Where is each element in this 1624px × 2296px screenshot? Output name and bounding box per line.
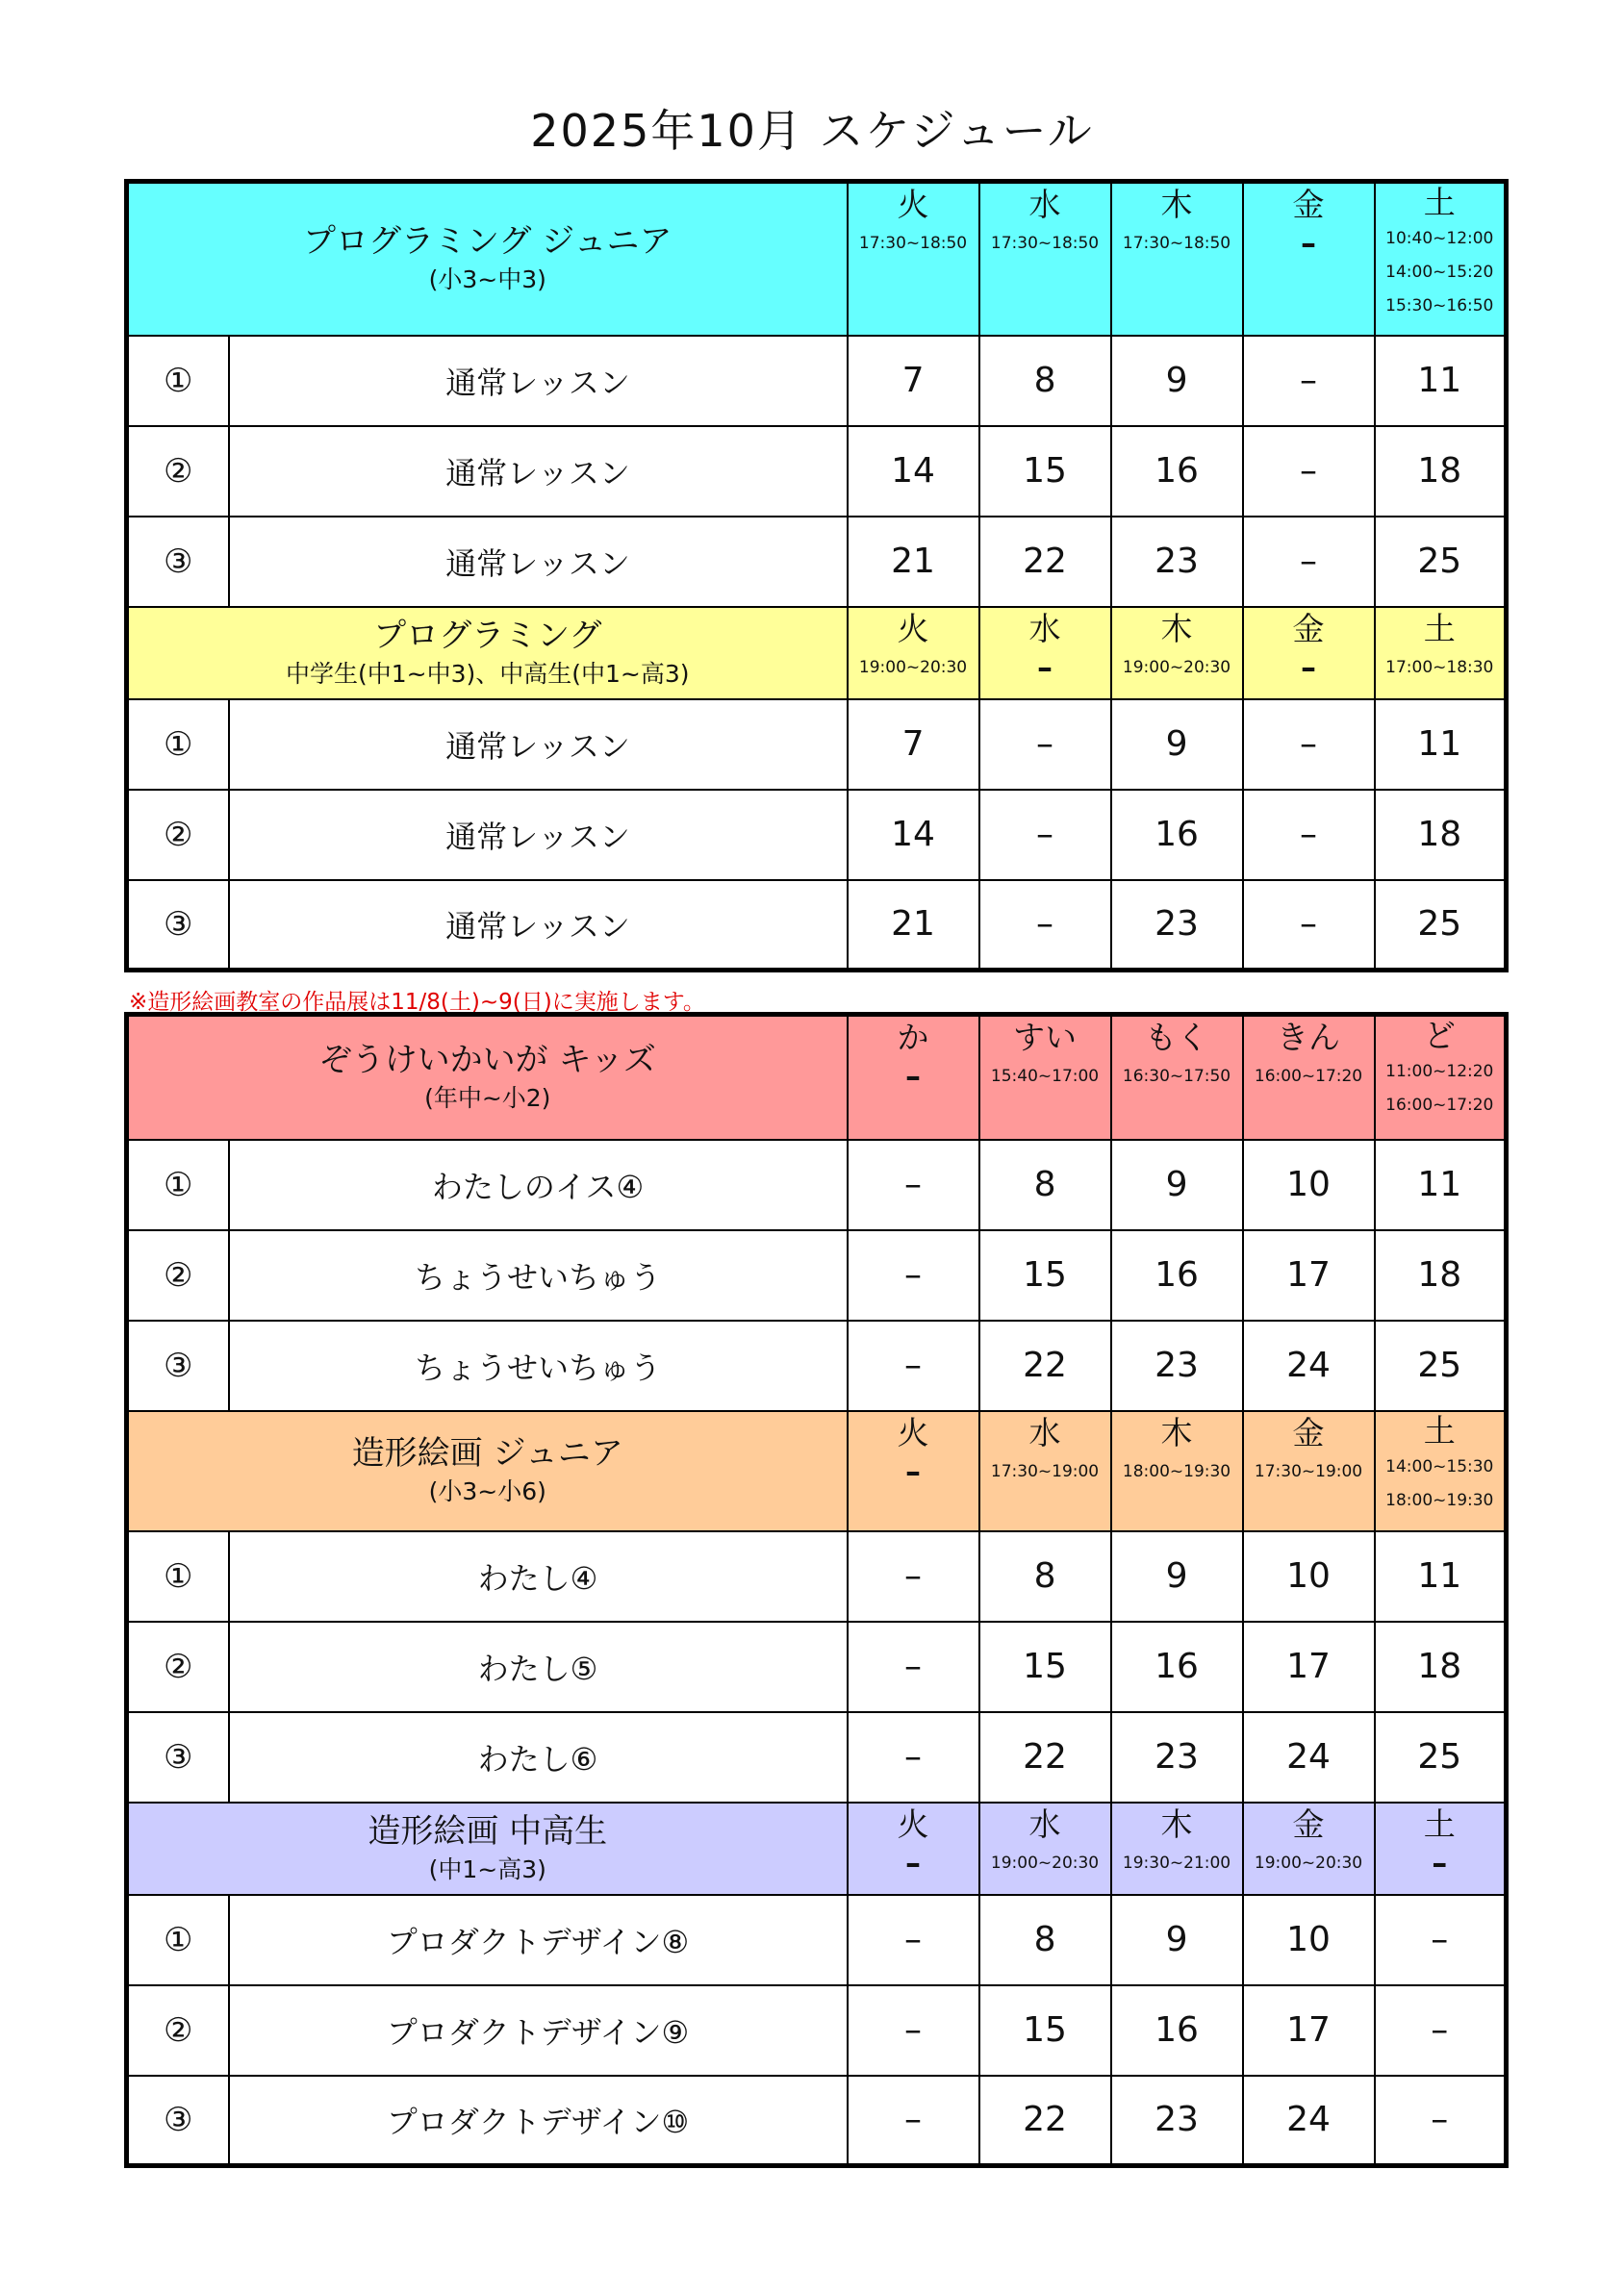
lesson-number: ① — [127, 336, 229, 426]
class-time: 15:30~16:50 — [1385, 296, 1494, 315]
day-header — [1111, 1803, 1243, 1895]
class-time: 16:00~17:20 — [1385, 1096, 1494, 1115]
prog-junior-header — [127, 182, 848, 336]
class-time: 19:00~20:30 — [858, 657, 968, 677]
day-name: 火 — [897, 1413, 929, 1451]
lesson-date: 15 — [979, 426, 1111, 517]
prog-middle-header-row — [127, 607, 1507, 699]
lesson-date: 21 — [848, 517, 979, 607]
day-header — [1375, 1015, 1507, 1140]
lesson-date: – — [1375, 1895, 1507, 1985]
lesson-date: – — [979, 699, 1111, 790]
day-name: 水 — [1028, 186, 1061, 223]
exhibition-note: ※造形絵画教室の作品展は11/8(土)~9(日)に実施します。 — [129, 990, 705, 1015]
art-junior-header — [127, 1411, 848, 1531]
day-name: ど — [1423, 1017, 1456, 1054]
lesson-date: – — [848, 1985, 979, 2076]
day-header — [979, 1803, 1111, 1895]
lesson-date: 23 — [1111, 2076, 1243, 2166]
lesson-date: 14 — [848, 790, 979, 880]
lesson-date: 11 — [1375, 336, 1507, 426]
lesson-date: 25 — [1375, 1712, 1507, 1803]
lesson-row — [127, 1321, 1507, 1411]
lesson-date: – — [848, 1140, 979, 1230]
no-class-dash: – — [1037, 648, 1053, 686]
lesson-date: 22 — [979, 1321, 1111, 1411]
day-header — [848, 182, 979, 336]
class-time: 17:30~19:00 — [1254, 1461, 1363, 1481]
lesson-date: 9 — [1111, 1895, 1243, 1985]
class-time: 16:00~17:20 — [1254, 1067, 1363, 1086]
lesson-date: 22 — [979, 517, 1111, 607]
lesson-name: ちょうせいちゅう — [229, 1321, 848, 1411]
lesson-date: – — [1375, 2076, 1507, 2166]
prog-middle-header — [127, 607, 848, 699]
lesson-row — [127, 336, 1507, 426]
lesson-date: 7 — [848, 336, 979, 426]
lesson-date: 22 — [979, 2076, 1111, 2166]
lesson-date: – — [848, 1531, 979, 1622]
lesson-name: 通常レッスン — [229, 336, 848, 426]
day-header — [848, 1803, 979, 1895]
day-name: 木 — [1160, 1804, 1193, 1843]
art-kids-header — [127, 1015, 848, 1140]
section-title: プログラミング — [373, 616, 602, 655]
lesson-date: 18 — [1375, 426, 1507, 517]
day-name: 火 — [897, 1804, 929, 1843]
lesson-date: 23 — [1111, 1712, 1243, 1803]
class-time: 19:00~20:30 — [1122, 657, 1231, 677]
lesson-date: 18 — [1375, 790, 1507, 880]
lesson-date: – — [979, 880, 1111, 971]
lesson-date: 16 — [1111, 1985, 1243, 2076]
no-class-dash: – — [1432, 1844, 1448, 1881]
lesson-date: 18 — [1375, 1230, 1507, 1321]
lesson-number: ② — [127, 790, 229, 880]
day-header — [1243, 1015, 1375, 1140]
art-junior-header-row — [127, 1411, 1507, 1531]
lesson-date: – — [1243, 517, 1375, 607]
lesson-number: ③ — [127, 1712, 229, 1803]
lesson-number: ② — [127, 426, 229, 517]
lesson-name: わたしのイス④ — [229, 1140, 848, 1230]
lesson-date: – — [1243, 426, 1375, 517]
day-name: 土 — [1423, 184, 1456, 221]
day-header — [1111, 1015, 1243, 1140]
lesson-date: 9 — [1111, 1531, 1243, 1622]
day-name: 木 — [1160, 1413, 1193, 1451]
lesson-date: 16 — [1111, 426, 1243, 517]
lesson-date: 23 — [1111, 880, 1243, 971]
lesson-row — [127, 1985, 1507, 2076]
day-header — [1111, 607, 1243, 699]
lesson-row — [127, 426, 1507, 517]
lesson-date: – — [1375, 1985, 1507, 2076]
section-subtitle: (小3~小6) — [428, 1477, 546, 1505]
section-subtitle: (年中~小2) — [424, 1084, 551, 1113]
lesson-name: 通常レッスン — [229, 790, 848, 880]
section-subtitle: 中学生(中1~中3)、中高生(中1~高3) — [285, 659, 690, 688]
day-header — [1375, 607, 1507, 699]
lesson-name: 通常レッスン — [229, 699, 848, 790]
lesson-number: ② — [127, 1230, 229, 1321]
lesson-date: 21 — [848, 880, 979, 971]
class-time: 17:30~18:50 — [1122, 234, 1231, 253]
day-header — [979, 607, 1111, 699]
day-header — [1375, 1803, 1507, 1895]
lesson-date: – — [848, 1622, 979, 1712]
lesson-number: ③ — [127, 880, 229, 971]
lesson-date: 10 — [1243, 1140, 1375, 1230]
lesson-row — [127, 1230, 1507, 1321]
lesson-date: 9 — [1111, 1140, 1243, 1230]
day-header — [848, 1411, 979, 1531]
lesson-name: プロダクトデザイン⑩ — [229, 2076, 848, 2166]
lesson-number: ② — [127, 1985, 229, 2076]
lesson-date: 17 — [1243, 1985, 1375, 2076]
lesson-date: 16 — [1111, 790, 1243, 880]
class-time: 14:00~15:20 — [1385, 263, 1494, 282]
lesson-row — [127, 517, 1507, 607]
lesson-name: わたし⑤ — [229, 1622, 848, 1712]
lesson-name: プロダクトデザイン⑧ — [229, 1895, 848, 1985]
lesson-number: ③ — [127, 1321, 229, 1411]
lesson-row — [127, 880, 1507, 971]
lesson-date: 7 — [848, 699, 979, 790]
day-header — [979, 1411, 1111, 1531]
programming-schedule-table — [124, 179, 1509, 972]
lesson-date: – — [1243, 790, 1375, 880]
lesson-date: 25 — [1375, 517, 1507, 607]
lesson-date: – — [848, 2076, 979, 2166]
lesson-name: わたし④ — [229, 1531, 848, 1622]
day-header — [1243, 1411, 1375, 1531]
lesson-date: 10 — [1243, 1895, 1375, 1985]
prog-junior-header-row — [127, 182, 1507, 336]
lesson-date: 23 — [1111, 1321, 1243, 1411]
lesson-row — [127, 790, 1507, 880]
no-class-dash: – — [905, 1844, 922, 1881]
lesson-date: 8 — [979, 336, 1111, 426]
lesson-name: 通常レッスン — [229, 517, 848, 607]
day-header — [979, 1015, 1111, 1140]
day-name: 火 — [897, 609, 929, 647]
day-header — [848, 607, 979, 699]
lesson-name: ちょうせいちゅう — [229, 1230, 848, 1321]
lesson-date: 15 — [979, 1985, 1111, 2076]
lesson-date: 8 — [979, 1895, 1111, 1985]
section-subtitle: (小3~中3) — [428, 265, 546, 294]
page-title: 2025年10月 スケジュール — [530, 105, 1094, 157]
day-name: 木 — [1160, 609, 1193, 647]
day-name: 金 — [1292, 186, 1325, 223]
lesson-row — [127, 1712, 1507, 1803]
day-header — [1243, 1803, 1375, 1895]
lesson-name: 通常レッスン — [229, 426, 848, 517]
class-time: 18:00~19:30 — [1122, 1461, 1231, 1481]
class-time: 19:30~21:00 — [1122, 1853, 1231, 1873]
lesson-number: ③ — [127, 2076, 229, 2166]
lesson-date: – — [848, 1321, 979, 1411]
day-header — [1375, 1411, 1507, 1531]
lesson-date: 18 — [1375, 1622, 1507, 1712]
lesson-date: 11 — [1375, 1531, 1507, 1622]
day-name: 金 — [1292, 609, 1325, 647]
section-title: 造形絵画 中高生 — [368, 1811, 608, 1851]
lesson-row — [127, 1140, 1507, 1230]
lesson-date: 24 — [1243, 1712, 1375, 1803]
lesson-date: 25 — [1375, 880, 1507, 971]
class-time: 15:40~17:00 — [990, 1067, 1100, 1086]
class-time: 19:00~20:30 — [1254, 1853, 1363, 1873]
day-name: 金 — [1292, 1413, 1325, 1451]
section-title: プログラミング ジュニア — [303, 222, 672, 262]
lesson-date: 17 — [1243, 1622, 1375, 1712]
day-name: きん — [1277, 1019, 1341, 1056]
lesson-date: 24 — [1243, 2076, 1375, 2166]
section-title: ぞうけいかいが キッズ — [318, 1041, 656, 1080]
lesson-row — [127, 1622, 1507, 1712]
day-name: 水 — [1028, 1413, 1061, 1451]
art-high-header — [127, 1803, 848, 1895]
day-name: 金 — [1292, 1804, 1325, 1843]
lesson-date: – — [1243, 699, 1375, 790]
day-name: すい — [1013, 1019, 1078, 1056]
day-header — [1243, 182, 1375, 336]
lesson-number: ① — [127, 1140, 229, 1230]
no-class-dash: – — [905, 1452, 922, 1490]
lesson-date: 8 — [979, 1531, 1111, 1622]
no-class-dash: – — [1301, 648, 1317, 686]
lesson-name: プロダクトデザイン⑨ — [229, 1985, 848, 2076]
day-header — [1111, 1411, 1243, 1531]
lesson-number: ③ — [127, 517, 229, 607]
lesson-date: 11 — [1375, 1140, 1507, 1230]
lesson-date: 24 — [1243, 1321, 1375, 1411]
day-header — [848, 1015, 979, 1140]
section-subtitle: (中1~高3) — [428, 1854, 546, 1883]
day-header — [1243, 607, 1375, 699]
lesson-number: ① — [127, 1531, 229, 1622]
day-name: か — [897, 1019, 929, 1056]
class-time: 17:30~19:00 — [990, 1461, 1100, 1481]
lesson-date: 8 — [979, 1140, 1111, 1230]
class-time: 10:40~12:00 — [1385, 229, 1494, 248]
day-header — [1375, 182, 1507, 336]
class-time: 19:00~20:30 — [990, 1853, 1100, 1873]
lesson-date: 10 — [1243, 1531, 1375, 1622]
lesson-date: 23 — [1111, 517, 1243, 607]
lesson-date: – — [1243, 880, 1375, 971]
lesson-date: 15 — [979, 1622, 1111, 1712]
lesson-date: – — [848, 1895, 979, 1985]
class-time: 11:00~12:20 — [1385, 1062, 1494, 1081]
lesson-date: 25 — [1375, 1321, 1507, 1411]
art-high-header-row — [127, 1803, 1507, 1895]
day-name: 土 — [1423, 1411, 1456, 1450]
day-name: 火 — [897, 186, 929, 223]
lesson-date: 15 — [979, 1230, 1111, 1321]
lesson-name: わたし⑥ — [229, 1712, 848, 1803]
class-time: 14:00~15:30 — [1385, 1456, 1494, 1476]
day-header — [1111, 182, 1243, 336]
lesson-date: – — [848, 1230, 979, 1321]
day-header — [979, 182, 1111, 336]
lesson-row — [127, 1531, 1507, 1622]
section-title: 造形絵画 ジュニア — [351, 1434, 623, 1473]
day-name: 土 — [1423, 1804, 1456, 1843]
class-time: 17:30~18:50 — [990, 234, 1100, 253]
no-class-dash: – — [905, 1058, 922, 1095]
day-name: 水 — [1028, 1804, 1061, 1843]
lesson-date: – — [979, 790, 1111, 880]
day-name: 土 — [1423, 609, 1456, 647]
lesson-date: 17 — [1243, 1230, 1375, 1321]
lesson-date: 14 — [848, 426, 979, 517]
lesson-date: 9 — [1111, 699, 1243, 790]
lesson-date: – — [848, 1712, 979, 1803]
lesson-date: – — [1243, 336, 1375, 426]
lesson-date: 11 — [1375, 699, 1507, 790]
art-schedule-table — [124, 1012, 1509, 2168]
lesson-number: ① — [127, 699, 229, 790]
lesson-row — [127, 1895, 1507, 1985]
lesson-number: ② — [127, 1622, 229, 1712]
day-name: もく — [1145, 1019, 1209, 1056]
lesson-number: ① — [127, 1895, 229, 1985]
lesson-row — [127, 2076, 1507, 2166]
lesson-date: 16 — [1111, 1230, 1243, 1321]
class-time: 17:30~18:50 — [858, 234, 968, 253]
lesson-row — [127, 699, 1507, 790]
class-time: 18:00~19:30 — [1385, 1490, 1494, 1510]
no-class-dash: – — [1301, 225, 1317, 262]
art-kids-header-row — [127, 1015, 1507, 1140]
class-time: 17:00~18:30 — [1385, 657, 1494, 677]
class-time: 16:30~17:50 — [1122, 1067, 1231, 1086]
lesson-name: 通常レッスン — [229, 880, 848, 971]
lesson-date: 22 — [979, 1712, 1111, 1803]
lesson-date: 9 — [1111, 336, 1243, 426]
lesson-date: 16 — [1111, 1622, 1243, 1712]
day-name: 木 — [1160, 186, 1193, 223]
day-name: 水 — [1028, 609, 1061, 647]
